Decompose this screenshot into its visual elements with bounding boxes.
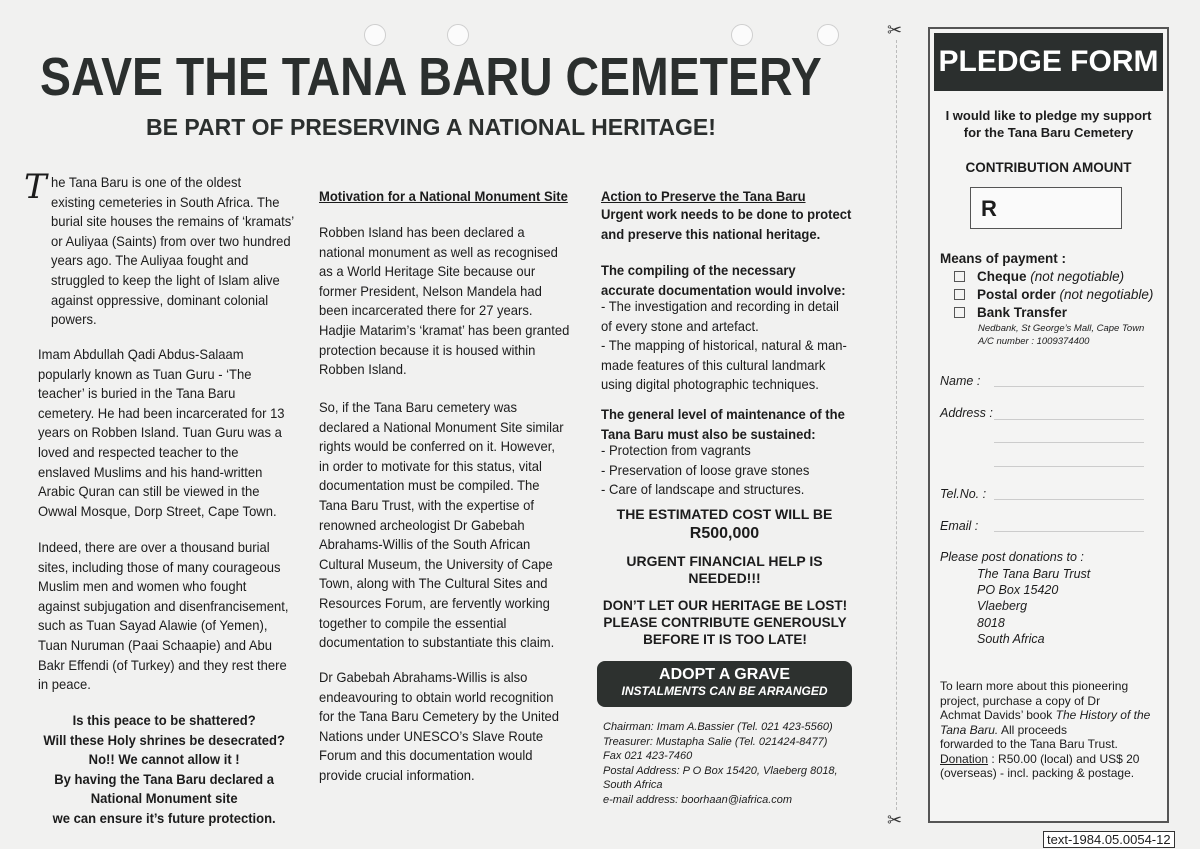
payment-option-cheque[interactable]: Cheque (not negotiable)	[954, 268, 1153, 286]
monument-paragraph: So, if the Tana Baru cemetery was declared a National Monument Site similar rights would be conferred on it. However, in order to motivate for this status, vital documentation must be compiled. The Tana Baru Trust, with the expertise of renowned archeologist Dr Gabebah Abrahams-Willis of the South African Cultural Museum, the University of Cape Town, along with The Cultural Sites and Resources Forum, are fervently working together to compile the essential documentation to substantiate this claim.	[319, 399, 564, 651]
address-label: Address :	[940, 406, 993, 420]
dropcap: T	[24, 167, 47, 207]
payment-options	[954, 268, 1153, 322]
checkbox[interactable]	[954, 271, 965, 282]
book-title: The History of the Tana Baru.	[940, 708, 1151, 737]
tel-field[interactable]	[994, 499, 1144, 500]
pledge-title: PLEDGE FORM	[934, 33, 1163, 91]
archive-reference-tag: text-1984.05.0054-12	[1043, 831, 1175, 848]
adopt-title: ADOPT A GRAVE	[659, 666, 790, 683]
intro-paragraph: he Tana Baru is one of the oldest existing cemeteries in South Africa. The burial site houses the remains of ‘kramats’ or Auliyaa (Saints) from over two hundred years ago. The Auliyaa fought and struggled to keep the light of Islam alive against oppressive, dominant colonial powers.	[51, 174, 295, 328]
call-to-action: Is this peace to be shattered? Will these Holy shrines be desecrated? No!! We cannot allow it ! By having the Tana Baru declared a National Monument site we can ensure it’s future protection.	[43, 712, 285, 826]
motivation-heading: Motivation for a National Monument Site	[319, 188, 568, 204]
punch-hole	[447, 24, 469, 46]
page-subtitle: BE PART OF PRESERVING A NATIONAL HERITAGE!	[146, 114, 716, 140]
burial-sites-paragraph: Indeed, there are over a thousand burial sites, including those of many courageous Muslim men and women who fought against subjugation and disenfrancisement, such as Tuan Sayad Alawie (of Yemen), Tuan Nuruman (Paai Schaapie) and Abu Bakr Effendi (of Turkey) and they rest there in peace.	[38, 539, 289, 693]
adopt-a-grave-banner	[597, 661, 852, 707]
checkbox[interactable]	[954, 307, 965, 318]
documentation-heading: The compiling of the necessary accurate documentation would involve:	[601, 262, 846, 298]
pledge-intro: I would like to pledge my support for the Tana Baru Cemetery	[945, 108, 1152, 140]
address-field-1[interactable]	[994, 419, 1144, 420]
scissors-icon: ✂	[887, 810, 903, 830]
bank-details: Nedbank, St George’s Mall, Cape Town A/C number : 1009374400	[978, 323, 1145, 347]
cut-line	[896, 40, 897, 810]
cost-value: R500,000	[689, 525, 760, 542]
payment-label: Means of payment :	[940, 251, 1067, 266]
address-field-3[interactable]	[994, 466, 1144, 467]
adopt-subtitle: INSTALMENTS CAN BE ARRANGED	[621, 684, 828, 698]
payment-option-bank-transfer[interactable]: Bank Transfer	[954, 304, 1153, 322]
cost-label: THE ESTIMATED COST WILL BE	[616, 506, 833, 522]
appeal-text: DON’T LET OUR HERITAGE BE LOST! PLEASE CONTRIBUTE GENEROUSLY BEFORE IT IS TOO LATE!	[602, 598, 848, 647]
maintenance-heading: The general level of maintenance of the Tana Baru must also be sustained:	[601, 406, 845, 442]
punch-hole	[817, 24, 839, 46]
book-info: To learn more about this pioneering project, purchase a copy of Dr Achmat Davids’ book The History of the Tana Baru. All proceeds forwarded to the Tana Baru Trust. Donation : R50.00 (local) and US$ 20 (overseas) - incl. packing & postage.	[940, 679, 1151, 780]
robben-island-paragraph: Robben Island has been declared a national monument as well as recognised as a World Heritage Site because our former President, Nelson Mandela had been incarcerated there for 27 years. Hadjie Matarim’s ‘kramat’ has been granted protection because it is housed within Robben Island.	[319, 224, 570, 378]
urgent-help: URGENT FINANCIAL HELP IS NEEDED!!!	[626, 553, 823, 586]
contact-details: Chairman: Imam A.Bassier (Tel. 021 423-5560) Treasurer: Mustapha Salie (Tel. 021424-8477) Fax 021 423-7460 Postal Address: P O Box 15420, Vlaeberg 8018, South Africa e-mail address: boorhaan@iafrica.com	[603, 721, 838, 806]
action-intro: Urgent work needs to be done to protect and preserve this national heritage.	[601, 206, 852, 242]
donation-label: Donation	[940, 751, 989, 766]
post-label: Please post donations to :	[940, 550, 1084, 564]
contribution-amount-label: CONTRIBUTION AMOUNT	[965, 160, 1132, 175]
name-field[interactable]	[994, 386, 1144, 387]
name-label: Name :	[940, 374, 981, 388]
maintenance-list: - Protection from vagrants - Preservation of loose grave stones - Care of landscape and structures.	[601, 442, 810, 498]
payment-option-postal-order[interactable]: Postal order (not negotiable)	[954, 286, 1153, 304]
action-heading: Action to Preserve the Tana Baru	[601, 188, 806, 204]
scissors-icon: ✂	[887, 20, 903, 40]
email-label: Email :	[940, 519, 979, 533]
post-address: The Tana Baru Trust PO Box 15420 Vlaeberg 8018 South Africa	[977, 567, 1091, 646]
address-field-2[interactable]	[994, 442, 1144, 443]
checkbox[interactable]	[954, 289, 965, 300]
pledge-form	[928, 27, 1169, 823]
page-title: SAVE THE TANA BARU CEMETERY	[40, 47, 822, 107]
email-field[interactable]	[994, 531, 1144, 532]
punch-hole	[364, 24, 386, 46]
contribution-amount-field[interactable]	[970, 187, 1122, 229]
punch-hole	[731, 24, 753, 46]
currency-symbol: R	[981, 196, 997, 221]
tuan-guru-paragraph: Imam Abdullah Qadi Abdus-Salaam popularly known as Tuan Guru - ‘The teacher’ is buried in the Tana Baru cemetery. He had been incarcerated for 13 years on Robben Island. Tuan Guru was a loved and respected teacher to the enslaved Muslims and his hand-written Arabic Quran can still be viewed in the Owwal Mosque, Dorp Street, Cape Town.	[38, 346, 285, 519]
documentation-list: - The investigation and recording in detail of every stone and artefact. - The mapping of historical, natural & man- made features of this cultural landmark using digital photographic techniques.	[601, 298, 847, 393]
unesco-paragraph: Dr Gabebah Abrahams-Willis is also endeavouring to obtain world recognition for the Tana Baru Cemetery by the United Nations under UNESCO’s Slave Route Forum and this documentation would provide crucial information.	[319, 669, 560, 783]
column-1	[24, 167, 318, 330]
tel-label: Tel.No. :	[940, 487, 987, 501]
